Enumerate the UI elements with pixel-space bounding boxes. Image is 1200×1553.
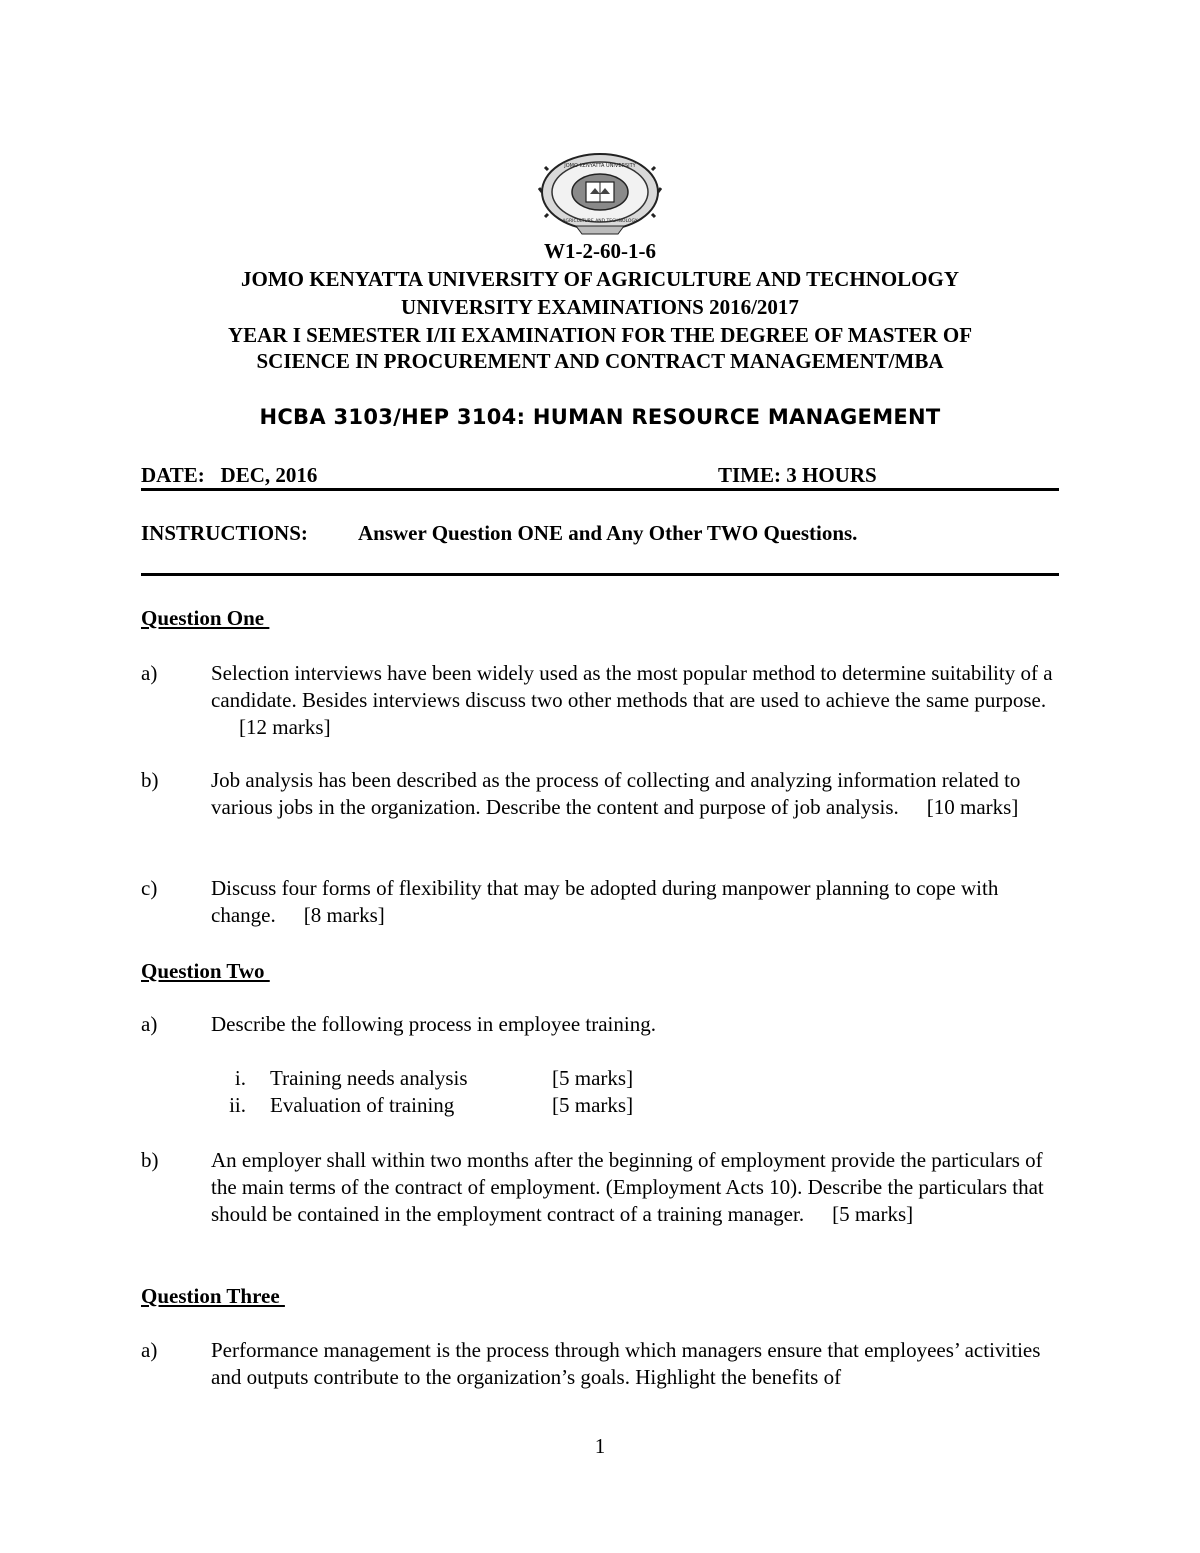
part-label: b) [141,768,159,792]
svg-text:AGRICULTURE AND TECHNOLOGY: AGRICULTURE AND TECHNOLOGY [562,219,638,224]
part-label: c) [141,876,158,900]
part-marks: [8 marks] [303,903,385,927]
instructions-label: INSTRUCTIONS: [141,521,308,545]
university-name: JOMO KENYATTA UNIVERSITY OF AGRICULTURE AND TECHNOLOGY [240,267,960,291]
exam-duration: TIME: 3 HOURS [718,463,877,487]
sub-item-number: ii. [229,1093,246,1117]
sub-item-number: i. [234,1066,246,1090]
question-two-heading: Question Two [141,959,270,983]
degree-line-1: YEAR I SEMESTER I/II EXAMINATION FOR THE DEGREE OF MASTER OF [227,323,973,347]
part-text: An employer shall within two months after the beginning of employment provide the particulars of the main terms of the contract of employment. (Employment Acts 10). Describe the particulars that should be contained in the employment contract of a training manager. [5 marks] [211,1148,1044,1226]
sub-item-marks: [5 marks] [552,1093,634,1117]
part-text: Discuss four forms of flexibility that may be adopted during manpower planning to cope with change. [8 marks] [211,876,999,927]
part-marks: [5 marks] [832,1202,914,1226]
part-label: a) [141,661,158,685]
degree-line-2: SCIENCE IN PROCUREMENT AND CONTRACT MANAGEMENT/MBA [256,349,944,373]
part-marks: [10 marks] [926,795,1019,819]
part-label: b) [141,1148,159,1172]
exam-code: W1-2-60-1-6 [544,239,656,263]
divider-bottom [141,573,1059,576]
divider-top [141,488,1059,491]
sub-item-marks: [5 marks] [552,1066,634,1090]
part-label: a) [141,1012,158,1036]
part-text: Selection interviews have been widely used as the most popular method to determine suitability of a candidate. Besides interviews discuss two other methods that are used to achieve the same purpose.[12 marks] [211,661,1053,739]
part-text: Describe the following process in employee training. [211,1012,656,1036]
exam-date: DATE: DEC, 2016 [141,463,318,487]
instructions-text: Answer Question ONE and Any Other TWO Questions. [358,521,858,545]
part-label: a) [141,1338,158,1362]
question-one-heading: Question One [141,606,270,630]
instructions [141,520,858,546]
university-seal-icon [538,150,662,240]
part-text: Performance management is the process through which managers ensure that employees’ activities and outputs contribute to the organization’s goals. Highlight the benefits of [211,1338,1041,1389]
part-marks: [12 marks] [239,715,331,739]
exam-session: UNIVERSITY EXAMINATIONS 2016/2017 [401,295,799,319]
course-title: HCBA 3103/HEP 3104: HUMAN RESOURCE MANAGEMENT [259,405,941,429]
part-text: Job analysis has been described as the process of collecting and analyzing information related to various jobs in the organization. Describe the content and purpose of job analysis. [10 marks] [211,768,1021,819]
sub-item-text: Training needs analysis [270,1066,468,1090]
question-three-heading: Question Three [141,1284,285,1308]
page-number: 1 [594,1434,606,1458]
seal-lettering: JOMO KENYATTA UNIVERSITY [564,163,636,169]
sub-item-text: Evaluation of training [270,1093,455,1117]
